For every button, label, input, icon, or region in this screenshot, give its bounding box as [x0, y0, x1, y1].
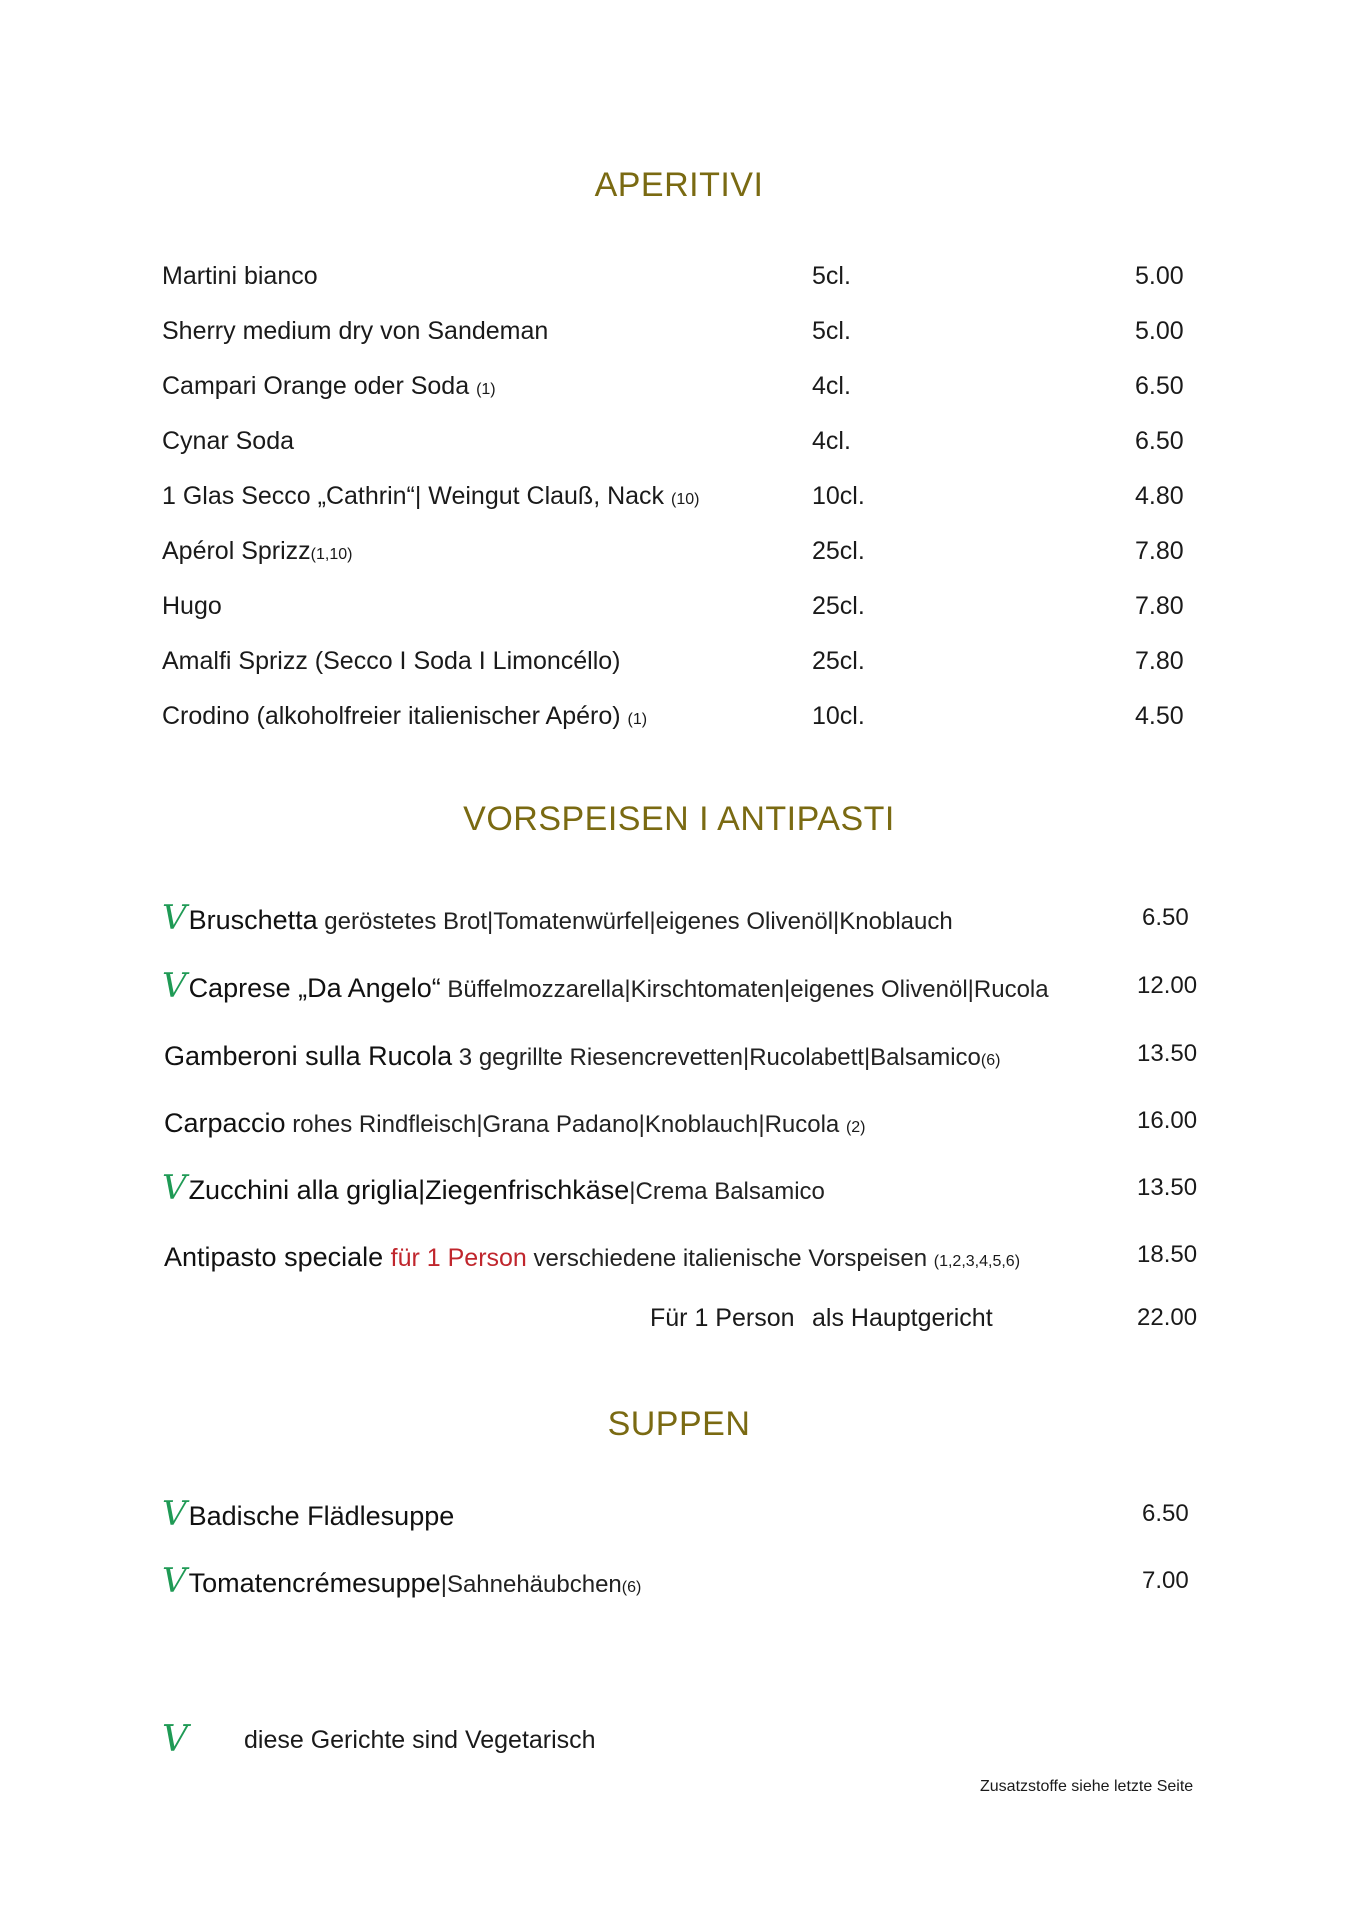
dish-title: Bruschetta: [188, 905, 318, 935]
item-name: Cynar Soda: [162, 427, 295, 455]
list-item: [162, 588, 1212, 624]
item-volume: 25cl.: [812, 647, 865, 675]
dish-description: |Crema Balsamico: [629, 1178, 825, 1205]
list-item: [162, 643, 1212, 679]
section-title-suppen: SUPPEN: [607, 1405, 751, 1443]
item-volume: 10cl.: [812, 702, 865, 730]
dish-highlight: für 1 Person: [390, 1244, 527, 1272]
item-volume: 25cl.: [812, 592, 865, 620]
item-footnote: (10): [671, 491, 700, 508]
item-name: Hugo: [162, 592, 222, 620]
legend-text: diese Gerichte sind Vegetarisch: [244, 1726, 596, 1754]
item-price: 5.00: [1135, 317, 1184, 345]
dish-description: |Sahnehäubchen: [440, 1571, 622, 1598]
item-footnote: (1,2,3,4,5,6): [933, 1253, 1021, 1270]
item-footnote: (1,10): [310, 546, 353, 563]
vegetarian-icon: V: [162, 1168, 187, 1208]
vegetarian-icon: V: [162, 898, 187, 938]
item-name: Apérol Sprizz: [162, 537, 311, 565]
item-name: Amalfi Sprizz (Secco I Soda I Limoncéllo): [162, 647, 621, 675]
item-price: 6.50: [1142, 904, 1189, 931]
dish-title: Badische Flädlesuppe: [188, 1501, 455, 1531]
list-item: [162, 533, 1212, 569]
dish-description: Büffelmozzarella|Kirschtomaten|eigenes Olivenöl|Rucola: [440, 976, 1049, 1003]
item-price: 7.00: [1142, 1567, 1189, 1594]
item-volume: 25cl.: [812, 537, 865, 565]
item-footnote: (1): [476, 381, 496, 398]
item-volume: 5cl.: [812, 317, 851, 345]
item-price: 6.50: [1135, 372, 1184, 400]
list-item: [162, 1101, 1222, 1141]
item-price: 16.00: [1137, 1107, 1198, 1134]
item-volume: 4cl.: [812, 427, 851, 455]
item-price: 18.50: [1137, 1241, 1198, 1268]
dish-title: Zucchini alla griglia|Ziegenfrischkäse: [188, 1175, 630, 1205]
item-price: 6.50: [1135, 427, 1184, 455]
dish-title: Antipasto speciale: [164, 1242, 391, 1272]
section-title-aperitivi: APERITIVI: [594, 166, 764, 204]
item-name: Martini bianco: [162, 262, 318, 290]
dish-title: Gamberoni sulla Rucola: [164, 1041, 453, 1071]
item-name: Sherry medium dry von Sandeman: [162, 317, 549, 345]
section-title-antipasti: VORSPEISEN I ANTIPASTI: [463, 800, 895, 838]
item-price: 13.50: [1137, 1174, 1198, 1201]
item-price: 12.00: [1137, 972, 1198, 999]
item-footnote: (6): [621, 1579, 642, 1596]
list-item: [162, 1034, 1222, 1074]
dish-description: verschiedene italienische Vorspeisen: [526, 1245, 934, 1272]
dish-title: Tomatencrémesuppe: [188, 1568, 441, 1598]
list-item: [162, 1494, 1222, 1534]
dish-description: 3 gegrillte Riesencrevetten|Rucolabett|Balsamico: [452, 1044, 981, 1071]
vegetarian-legend: [162, 1718, 596, 1762]
list-item: [162, 898, 1222, 938]
item-name: 1 Glas Secco „Cathrin“| Weingut Clauß, Nack: [162, 482, 671, 510]
item-volume: 4cl.: [812, 372, 851, 400]
vegetarian-icon: V: [162, 966, 187, 1006]
item-name: Campari Orange oder Soda: [162, 372, 477, 400]
item-price: 4.50: [1135, 702, 1184, 730]
vegetarian-icon: V: [162, 1494, 187, 1534]
item-footnote: (6): [980, 1052, 1001, 1069]
person-label: Für 1 Person: [650, 1304, 795, 1332]
dish-description: rohes Rindfleisch|Grana Padano|Knoblauch|Rucola: [285, 1111, 846, 1138]
item-price: 7.80: [1135, 537, 1184, 565]
list-item: [162, 478, 1212, 514]
list-item: [162, 368, 1212, 404]
item-price: 4.80: [1135, 482, 1184, 510]
dish-title: Caprese „Da Angelo“: [188, 973, 441, 1003]
item-price: 13.50: [1137, 1040, 1198, 1067]
item-price: 6.50: [1142, 1500, 1189, 1527]
list-item: [162, 258, 1212, 294]
list-item: [162, 966, 1222, 1006]
main-course-price: 22.00: [1137, 1304, 1198, 1331]
item-volume: 10cl.: [812, 482, 865, 510]
main-course-option: [0, 1298, 1358, 1338]
item-footnote: (2): [845, 1119, 866, 1136]
item-price: 5.00: [1135, 262, 1184, 290]
item-footnote: (1): [627, 711, 648, 728]
list-item: [162, 1561, 1222, 1601]
dish-description: geröstetes Brot|Tomatenwürfel|eigenes Olivenöl|Knoblauch: [317, 908, 953, 935]
dish-title: Carpaccio: [164, 1108, 286, 1138]
list-item: [162, 1235, 1222, 1275]
item-price: 7.80: [1135, 592, 1184, 620]
main-course-label: als Hauptgericht: [812, 1304, 993, 1332]
item-volume: 5cl.: [812, 262, 851, 290]
list-item: [162, 1168, 1222, 1208]
list-item: [162, 698, 1212, 734]
list-item: [162, 423, 1212, 459]
list-item: [162, 313, 1212, 349]
vegetarian-icon: V: [162, 1561, 187, 1601]
additives-note: Zusatzstoffe siehe letzte Seite: [980, 1778, 1194, 1795]
item-price: 7.80: [1135, 647, 1184, 675]
item-name: Crodino (alkoholfreier italienischer Apéro): [162, 702, 628, 730]
vegetarian-icon: V: [162, 1719, 188, 1760]
